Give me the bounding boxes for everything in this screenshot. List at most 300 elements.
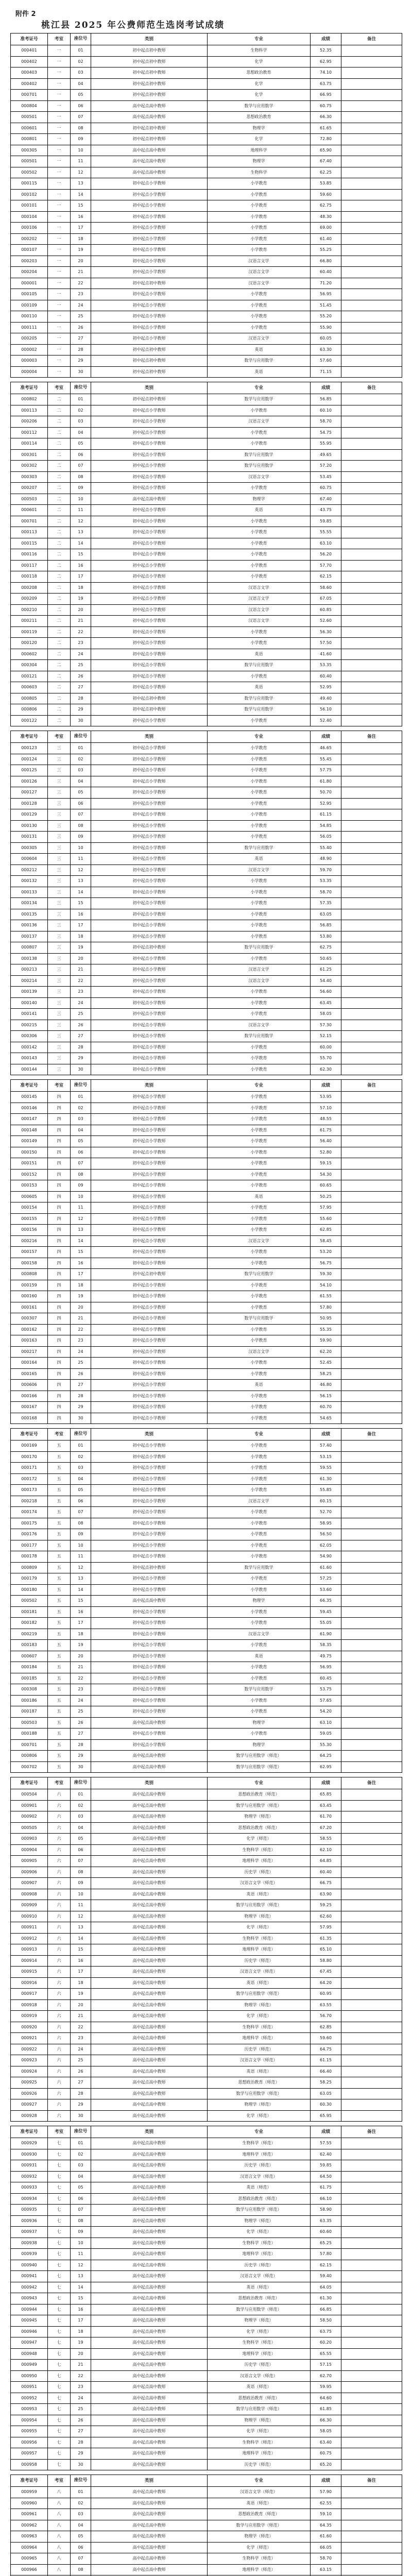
exam-room: 二 (48, 693, 71, 704)
exam-room: 二 (48, 394, 71, 405)
score: 59.40 (311, 2271, 341, 2282)
seat-number: 03 (71, 765, 91, 776)
remarks (341, 909, 402, 920)
col-ticket-number: 准考证号 (11, 1777, 48, 1789)
remarks (341, 344, 402, 355)
major: 汉语言文学（师范） (208, 2171, 311, 2182)
category: 初中起点小学教师 (91, 953, 208, 964)
ticket-number: 000148 (11, 1125, 48, 1136)
score: 57.80 (311, 1302, 341, 1313)
seat-number: 30 (71, 1413, 91, 1424)
table-row (11, 1844, 402, 1856)
ticket-number: 000138 (11, 953, 48, 964)
category: 高中起点高中教师 (91, 1834, 208, 1845)
score: 48.55 (311, 1114, 341, 1125)
exam-room: 五 (48, 1485, 71, 1496)
score: 55.70 (311, 1053, 341, 1064)
ticket-number: 000402 (11, 78, 48, 90)
exam-room: 三 (48, 942, 71, 954)
score: 60.15 (311, 1496, 341, 1507)
ticket-number: 000137 (11, 931, 48, 942)
major: 汉语言文学 (208, 416, 311, 428)
table-row (11, 1496, 402, 1507)
score: 58.90 (311, 2205, 341, 2216)
major: 生物科学 (208, 45, 311, 57)
seat-number: 30 (71, 1064, 91, 1075)
category: 初中起点小学教师 (91, 1053, 208, 1064)
ticket-number: 000184 (11, 1662, 48, 1673)
major: 英语（师范） (208, 1977, 311, 1989)
seat-number: 10 (71, 1191, 91, 1202)
seat-number: 09 (71, 483, 91, 494)
score-table-page-3 (10, 731, 402, 1075)
exam-room: 六 (48, 1789, 71, 1801)
major: 英语 (208, 649, 311, 660)
score: 52.15 (311, 1031, 341, 1042)
table-row (11, 2293, 402, 2304)
score: 67.45 (311, 1967, 341, 1978)
category: 初中起点小学教师 (91, 582, 208, 594)
category: 高中起点高中教师 (91, 1977, 208, 1989)
category: 初中起点小学教师 (91, 1402, 208, 1413)
remarks (341, 682, 402, 693)
seat-number: 03 (71, 1811, 91, 1823)
score: 54.90 (311, 1551, 341, 1563)
score: 65.20 (311, 2459, 341, 2470)
table-row (11, 671, 402, 682)
score: 60.75 (311, 483, 341, 494)
ticket-number: 000802 (11, 394, 48, 405)
exam-room: 五 (48, 1629, 71, 1640)
ticket-number: 000149 (11, 1136, 48, 1147)
score: 59.25 (311, 1900, 341, 1911)
remarks (341, 1485, 402, 1496)
table-row (11, 1856, 402, 1867)
exam-room: 四 (48, 1335, 71, 1347)
table-row (11, 1977, 402, 1989)
major: 汉语言文学 (208, 471, 311, 483)
exam-room: 一 (48, 245, 71, 256)
ticket-number: 000305 (11, 145, 48, 156)
major: 小学教育 (208, 898, 311, 909)
seat-number: 15 (71, 1596, 91, 1607)
table-row (11, 1761, 402, 1773)
remarks (341, 461, 402, 472)
category: 高中起点高中教师 (91, 1900, 208, 1911)
score: 65.10 (311, 1944, 341, 1956)
ticket-number: 000106 (11, 223, 48, 234)
exam-room: 六 (48, 1834, 71, 1845)
category: 初中起点小学教师 (91, 416, 208, 428)
seat-number: 04 (71, 776, 91, 787)
ticket-number: 000914 (11, 1955, 48, 1967)
remarks (341, 2227, 402, 2238)
remarks (341, 1800, 402, 1811)
category: 初中起点小学教师 (91, 1247, 208, 1258)
ticket-number: 000139 (11, 987, 48, 998)
category: 高中起点高中教师 (91, 2099, 208, 2111)
major: 汉语言文学 (208, 278, 311, 289)
remarks (341, 267, 402, 278)
ticket-number: 000130 (11, 820, 48, 832)
table-row (11, 1989, 402, 2000)
score: 59.85 (311, 516, 341, 527)
score: 57.60 (311, 355, 341, 367)
remarks (341, 898, 402, 909)
remarks (341, 842, 402, 854)
category: 高中起点高中教师 (91, 2160, 208, 2172)
remarks (341, 1562, 402, 1573)
exam-room: 六 (48, 1878, 71, 1889)
major: 数学与应用数学（师范） (208, 2404, 311, 2415)
category: 初中起点小学教师 (91, 1618, 208, 1629)
remarks (341, 1834, 402, 1845)
exam-room: 二 (48, 505, 71, 516)
score: 58.25 (311, 1368, 341, 1380)
score: 54.40 (311, 975, 341, 987)
seat-number: 04 (71, 1473, 91, 1485)
major: 数学与应用数学（师范） (208, 2520, 311, 2531)
major: 物理学（师范） (208, 1911, 311, 1922)
remarks (341, 2249, 402, 2260)
major: 数学与应用数学 (208, 1313, 311, 1325)
ticket-number: 000949 (11, 2360, 48, 2371)
remarks (341, 2044, 402, 2055)
remarks (341, 1169, 402, 1180)
score: 57.35 (311, 898, 341, 909)
ticket-number: 000503 (11, 494, 48, 505)
score: 61.80 (311, 776, 341, 787)
seat-number: 27 (71, 333, 91, 345)
seat-number: 10 (71, 145, 91, 156)
exam-room: 四 (48, 1402, 71, 1413)
remarks (341, 604, 402, 616)
score: 59.55 (311, 1463, 341, 1474)
seat-number: 04 (71, 78, 91, 90)
exam-room: 四 (48, 1413, 71, 1424)
score: 56.50 (311, 1529, 341, 1540)
remarks (341, 2238, 402, 2249)
remarks (341, 2077, 402, 2089)
col-ticket-number: 准考证号 (11, 2475, 48, 2487)
remarks (341, 278, 402, 289)
col-ticket-number: 准考证号 (11, 382, 48, 394)
major: 英语 (208, 505, 311, 516)
ticket-number: 000109 (11, 300, 48, 311)
score: 60.40 (311, 1867, 341, 1878)
table-row (11, 2448, 402, 2460)
category: 初中起点小学教师 (91, 1518, 208, 1529)
score: 58.95 (311, 1518, 341, 1529)
major: 英语 (208, 1651, 311, 1662)
remarks (341, 2282, 402, 2293)
remarks (341, 931, 402, 942)
seat-number: 15 (71, 200, 91, 212)
major: 小学教育 (208, 1169, 311, 1180)
major: 小学教育 (208, 1291, 311, 1302)
remarks (341, 1640, 402, 1651)
col-category: 类别 (91, 382, 208, 394)
score: 48.30 (311, 211, 341, 223)
category: 初中起点初中教师 (91, 90, 208, 101)
category: 高中起点高中教师 (91, 2011, 208, 2022)
table-row (11, 438, 402, 450)
major: 生物科学（师范） (208, 2437, 311, 2448)
remarks (341, 1900, 402, 1911)
seat-number: 21 (71, 267, 91, 278)
table-row (11, 1911, 402, 1922)
score: 60.05 (311, 333, 341, 345)
ticket-number: 000918 (11, 1999, 48, 2011)
ticket-number: 000104 (11, 211, 48, 223)
category: 初中起点小学教师 (91, 1584, 208, 1596)
score: 67.40 (311, 156, 341, 167)
major: 数学与应用数学 (208, 704, 311, 716)
major: 小学教育 (208, 1092, 311, 1103)
category: 初中起点小学教师 (91, 909, 208, 920)
major: 汉语言文学 (208, 975, 311, 987)
table-row (11, 1053, 402, 1064)
exam-room: 一 (48, 145, 71, 156)
major: 历史学（师范） (208, 2360, 311, 2371)
seat-number: 10 (71, 494, 91, 505)
seat-number: 27 (71, 1728, 91, 1740)
exam-room: 六 (48, 1922, 71, 1934)
table-row (11, 1440, 402, 1452)
table-row (11, 2520, 402, 2531)
score: 62.85 (311, 1225, 341, 1236)
ticket-number: 000163 (11, 1335, 48, 1347)
seat-number: 19 (71, 942, 91, 954)
major: 小学教育 (208, 1114, 311, 1125)
table-header-row (11, 1777, 402, 1789)
remarks (341, 1125, 402, 1136)
seat-number: 02 (71, 56, 91, 67)
table-row (11, 2393, 402, 2404)
table-row (11, 876, 402, 887)
table-row (11, 527, 402, 538)
remarks (341, 920, 402, 931)
category: 高中起点高中教师 (91, 2487, 208, 2498)
seat-number: 16 (71, 909, 91, 920)
ticket-number: 000702 (11, 1761, 48, 1773)
score: 55.40 (311, 842, 341, 854)
table-row (11, 1999, 402, 2011)
score-table-page-6 (10, 1777, 402, 2122)
table-row (11, 1092, 402, 1103)
seat-number: 17 (71, 2315, 91, 2327)
col-seat-number: 座位号 (71, 1429, 91, 1440)
exam-room: 六 (48, 1933, 71, 1944)
table-row (11, 2088, 402, 2099)
remarks (341, 715, 402, 726)
exam-room: 七 (48, 2304, 71, 2315)
ticket-number: 000158 (11, 1258, 48, 1269)
seat-number: 02 (71, 1103, 91, 1114)
exam-room: 八 (48, 2487, 71, 2498)
table-row (11, 1020, 402, 1031)
score: 66.40 (311, 2066, 341, 2077)
exam-room: 五 (48, 1584, 71, 1596)
page-gap (10, 2470, 402, 2475)
remarks (341, 2271, 402, 2282)
remarks (341, 1889, 402, 1900)
remarks (341, 2509, 402, 2520)
remarks (341, 1064, 402, 1075)
col-score: 成绩 (311, 2126, 341, 2138)
seat-number: 06 (71, 1844, 91, 1856)
score: 66.30 (311, 2415, 341, 2426)
table-row (11, 1889, 402, 1900)
remarks (341, 2520, 402, 2531)
exam-room: 四 (48, 1258, 71, 1269)
score: 61.15 (311, 809, 341, 821)
score: 53.60 (311, 1584, 341, 1596)
major: 小学教育 (208, 887, 311, 898)
score: 62.10 (311, 1844, 341, 1856)
attachment-label: 附件 2 (15, 10, 36, 18)
remarks (341, 2215, 402, 2227)
major: 小学教育 (208, 223, 311, 234)
seat-number: 17 (71, 1618, 91, 1629)
seat-number: 26 (71, 671, 91, 682)
score: 58.25 (311, 2077, 341, 2089)
ticket-number: 000402 (11, 56, 48, 67)
score: 59.10 (311, 2509, 341, 2520)
major: 小学教育 (208, 322, 311, 333)
remarks (341, 1844, 402, 1856)
remarks (341, 527, 402, 538)
score: 54.30 (311, 1169, 341, 1180)
table-row (11, 112, 402, 123)
ticket-number: 000153 (11, 1180, 48, 1192)
major: 数学与应用数学（师范） (208, 1751, 311, 1762)
major: 地理科学 (208, 145, 311, 156)
category: 初中起点小学教师 (91, 527, 208, 538)
category: 初中起点小学教师 (91, 322, 208, 333)
category: 初中起点小学教师 (91, 754, 208, 765)
major: 数学与应用数学 (208, 461, 311, 472)
ticket-number: 000178 (11, 1551, 48, 1563)
score: 52.35 (311, 45, 341, 57)
score: 55.25 (311, 245, 341, 256)
category: 高中起点高中教师 (91, 2509, 208, 2520)
table-row (11, 604, 402, 616)
col-seat-number: 座位号 (71, 382, 91, 394)
exam-room: 一 (48, 200, 71, 212)
remarks (341, 1313, 402, 1325)
major: 汉语言文学（师范） (208, 2271, 311, 2282)
remarks (341, 1103, 402, 1114)
major: 思想政治教育（师范） (208, 2393, 311, 2404)
category: 初中起点小学教师 (91, 1507, 208, 1518)
seat-number: 12 (71, 1213, 91, 1225)
ticket-number: 000215 (11, 1020, 48, 1031)
seat-number: 07 (71, 809, 91, 821)
seat-number: 27 (71, 2426, 91, 2437)
remarks (341, 704, 402, 716)
exam-room: 三 (48, 1042, 71, 1053)
ticket-number: 000217 (11, 1346, 48, 1358)
remarks (341, 1684, 402, 1696)
ticket-number: 000503 (11, 1717, 48, 1728)
seat-number: 13 (71, 527, 91, 538)
seat-number: 22 (71, 975, 91, 987)
exam-room: 三 (48, 920, 71, 931)
seat-number: 13 (71, 1573, 91, 1585)
seat-number: 12 (71, 2260, 91, 2271)
score: 62.05 (311, 1540, 341, 1551)
table-row (11, 920, 402, 931)
remarks (341, 2033, 402, 2044)
remarks (341, 809, 402, 821)
seat-number: 06 (71, 100, 91, 112)
score: 62.25 (311, 167, 341, 178)
category: 高中起点高中教师 (91, 1922, 208, 1934)
seat-number: 05 (71, 1485, 91, 1496)
category: 初中起点小学教师 (91, 427, 208, 438)
table-row (11, 322, 402, 333)
category: 高中起点高中教师 (91, 2215, 208, 2227)
score: 65.85 (311, 1789, 341, 1801)
seat-number: 30 (71, 2459, 91, 2470)
exam-room: 二 (48, 494, 71, 505)
table-row (11, 1629, 402, 1640)
score: 61.30 (311, 2293, 341, 2304)
exam-room: 六 (48, 2022, 71, 2033)
ticket-number: 000502 (11, 167, 48, 178)
category: 初中起点小学教师 (91, 256, 208, 267)
category: 初中起点小学教师 (91, 233, 208, 245)
major: 数学与应用数学 (208, 1562, 311, 1573)
category: 初中起点小学教师 (91, 1313, 208, 1325)
remarks (341, 1180, 402, 1192)
col-remarks: 备注 (341, 2126, 402, 2138)
col-exam-room: 考室 (48, 1777, 71, 1789)
category: 高中起点高中教师 (91, 2238, 208, 2249)
exam-room: 一 (48, 311, 71, 323)
exam-room: 八 (48, 2542, 71, 2553)
exam-room: 六 (48, 1889, 71, 1900)
major: 数学与应用数学 (208, 100, 311, 112)
table-row (11, 1180, 402, 1192)
major: 数学与应用数学 (208, 842, 311, 854)
category: 初中起点小学教师 (91, 1114, 208, 1125)
remarks (341, 1158, 402, 1170)
seat-number: 13 (71, 2271, 91, 2282)
score: 66.75 (311, 1878, 341, 1889)
score: 52.60 (311, 616, 341, 627)
exam-room: 五 (48, 1684, 71, 1696)
category: 高中起点高中教师 (91, 2415, 208, 2426)
ticket-number: 000122 (11, 715, 48, 726)
major: 化学 (208, 134, 311, 145)
category: 初中起点小学教师 (91, 223, 208, 234)
exam-room: 八 (48, 2509, 71, 2520)
score: 54.65 (311, 1413, 341, 1424)
major: 小学教育 (208, 765, 311, 776)
ticket-number: 000121 (11, 671, 48, 682)
category: 高中起点高中教师 (91, 2182, 208, 2194)
major: 英语（师范） (208, 2498, 311, 2509)
major: 汉语言文学 (208, 1629, 311, 1640)
remarks (341, 776, 402, 787)
table-row (11, 1324, 402, 1335)
exam-room: 五 (48, 1640, 71, 1651)
seat-number: 04 (71, 1822, 91, 1834)
seat-number: 14 (71, 538, 91, 549)
major: 化学（师范） (208, 2110, 311, 2122)
